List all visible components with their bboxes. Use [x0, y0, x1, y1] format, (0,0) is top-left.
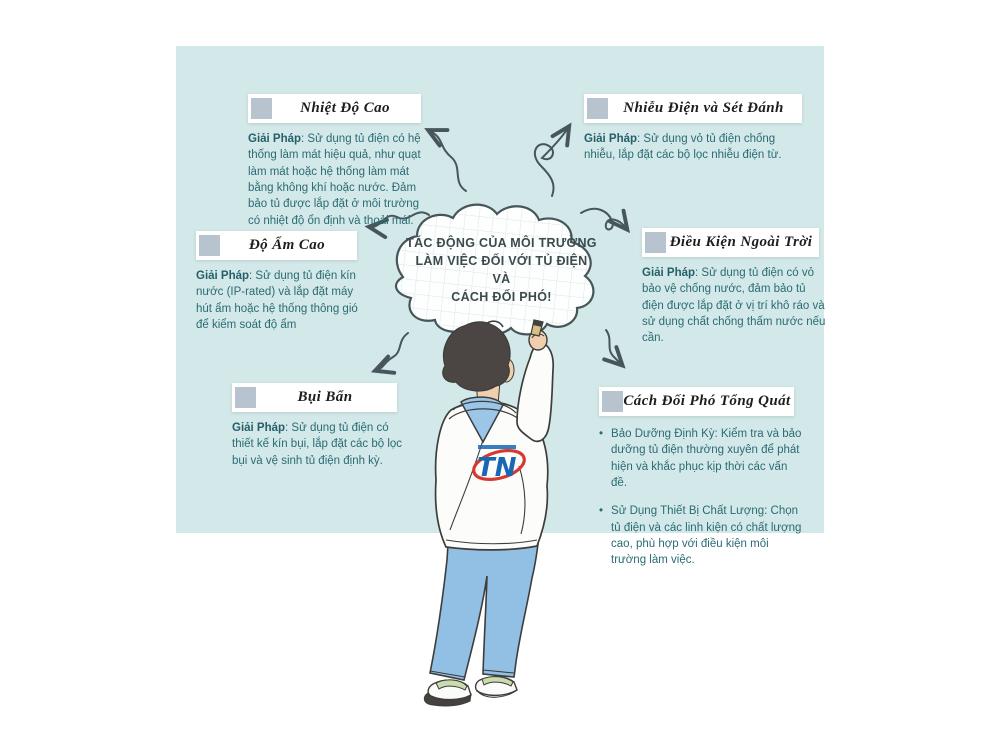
square-bullet-icon — [645, 232, 666, 253]
person-drawing — [420, 318, 570, 710]
jeans — [430, 544, 538, 680]
solution-label: Giải Pháp — [232, 422, 286, 434]
topic-header — [584, 94, 802, 123]
topic-title: Điều Kiện Ngoài Trời — [669, 234, 813, 250]
bullet-dot-icon: • — [599, 428, 604, 440]
topic-solution — [642, 265, 826, 347]
topic-solution — [232, 420, 404, 469]
solution-label: Giải Pháp — [584, 133, 638, 145]
topic-title: Độ Ẩm Cao — [248, 237, 326, 253]
topic-general-coping — [599, 387, 804, 581]
solution-label: Giải Pháp — [196, 270, 250, 282]
logo-text: TN — [477, 453, 517, 483]
topic-solution — [196, 268, 364, 333]
list-item — [599, 426, 804, 491]
raised-arm — [517, 343, 553, 442]
square-bullet-icon — [199, 235, 220, 256]
square-bullet-icon — [251, 98, 272, 119]
cloud-title-line: VÀ — [492, 272, 511, 287]
topic-header — [642, 228, 819, 257]
bullet-dot-icon: • — [599, 505, 604, 518]
square-bullet-icon — [602, 391, 623, 412]
cloud-title — [383, 234, 620, 307]
bullet-text: Sử Dụng Thiết Bị Chất Lượng: Chọn tủ điện và các linh kiện có chất lượng cao, phù hợp với điều kiện môi trường làm việc. — [611, 505, 802, 567]
solution-label: Giải Pháp — [642, 267, 696, 279]
topic-title: Cách Đối Phó Tổng Quát — [623, 393, 791, 409]
topic-solution — [584, 131, 782, 164]
solution-text: : Sử dụng vỏ tủ điện chống nhiễu, lắp đặt các bộ lọc nhiễu điện từ. — [584, 133, 782, 162]
square-bullet-icon — [235, 387, 256, 408]
topic-title: Nhiễu Điện và Sét Đánh — [623, 100, 784, 116]
cloud-title-line: CÁCH ĐỐI PHÓ! — [451, 290, 552, 305]
topic-bullet-list — [599, 426, 804, 569]
solution-text: : Sử dụng tủ điện có vỏ bảo vệ chống nước, đảm bảo tủ điện được lắp đặt ở vị trí khô ráo và sử dụng chất chống thấm nước nếu cần. — [642, 267, 826, 345]
left-shoe — [424, 680, 471, 706]
topic-dust — [232, 383, 404, 469]
right-shoe — [476, 677, 517, 698]
hair — [443, 321, 510, 391]
solution-text: : Sử dụng tủ điện có hệ thống làm mát hiệu quả, như quạt làm mát hoặc hệ thống làm mát bằng không khí hoặc nước. Đảm bảo tủ được lắp đặt ở môi trường có nhiệt độ ổn định và thoải mái. — [248, 133, 421, 227]
list-item — [599, 503, 804, 568]
solution-text: : Sử dụng tủ điện có thiết kế kín bụi, lắp đặt các bộ lọc bụi và vệ sinh tủ điện định kỳ. — [232, 422, 403, 467]
topic-outdoor-conditions — [642, 228, 826, 347]
topic-electrical-noise-lightning — [584, 94, 802, 164]
cloud-title-line: TÁC ĐỘNG CỦA MÔI TRƯỜNG — [406, 236, 597, 250]
topic-title: Bụi Bẩn — [297, 389, 353, 405]
topic-high-humidity — [196, 231, 364, 333]
topic-header — [232, 383, 397, 412]
square-bullet-icon — [587, 98, 608, 119]
cloud-title-line: LÀM VIỆC ĐỐI VỚI TỦ ĐIỆN — [415, 254, 588, 269]
topic-header — [599, 387, 794, 416]
topic-title: Nhiệt Độ Cao — [300, 100, 390, 116]
bullet-text: Bảo Dưỡng Định Kỳ: Kiểm tra và bảo dưỡng tủ điện thường xuyên để phát hiện và khắc phục kịp thời các vấn đề. — [611, 428, 802, 489]
logo-tagline-mark — [478, 445, 516, 449]
solution-text: : Sử dụng tủ điện kín nước (IP-rated) và lắp đặt máy hút ẩm hoặc hệ thống thông gió để kiểm soát độ ẩm — [196, 270, 358, 331]
topic-header — [248, 94, 421, 123]
topic-header — [196, 231, 357, 260]
solution-label: Giải Pháp — [248, 133, 302, 145]
person-illustration — [420, 318, 570, 710]
